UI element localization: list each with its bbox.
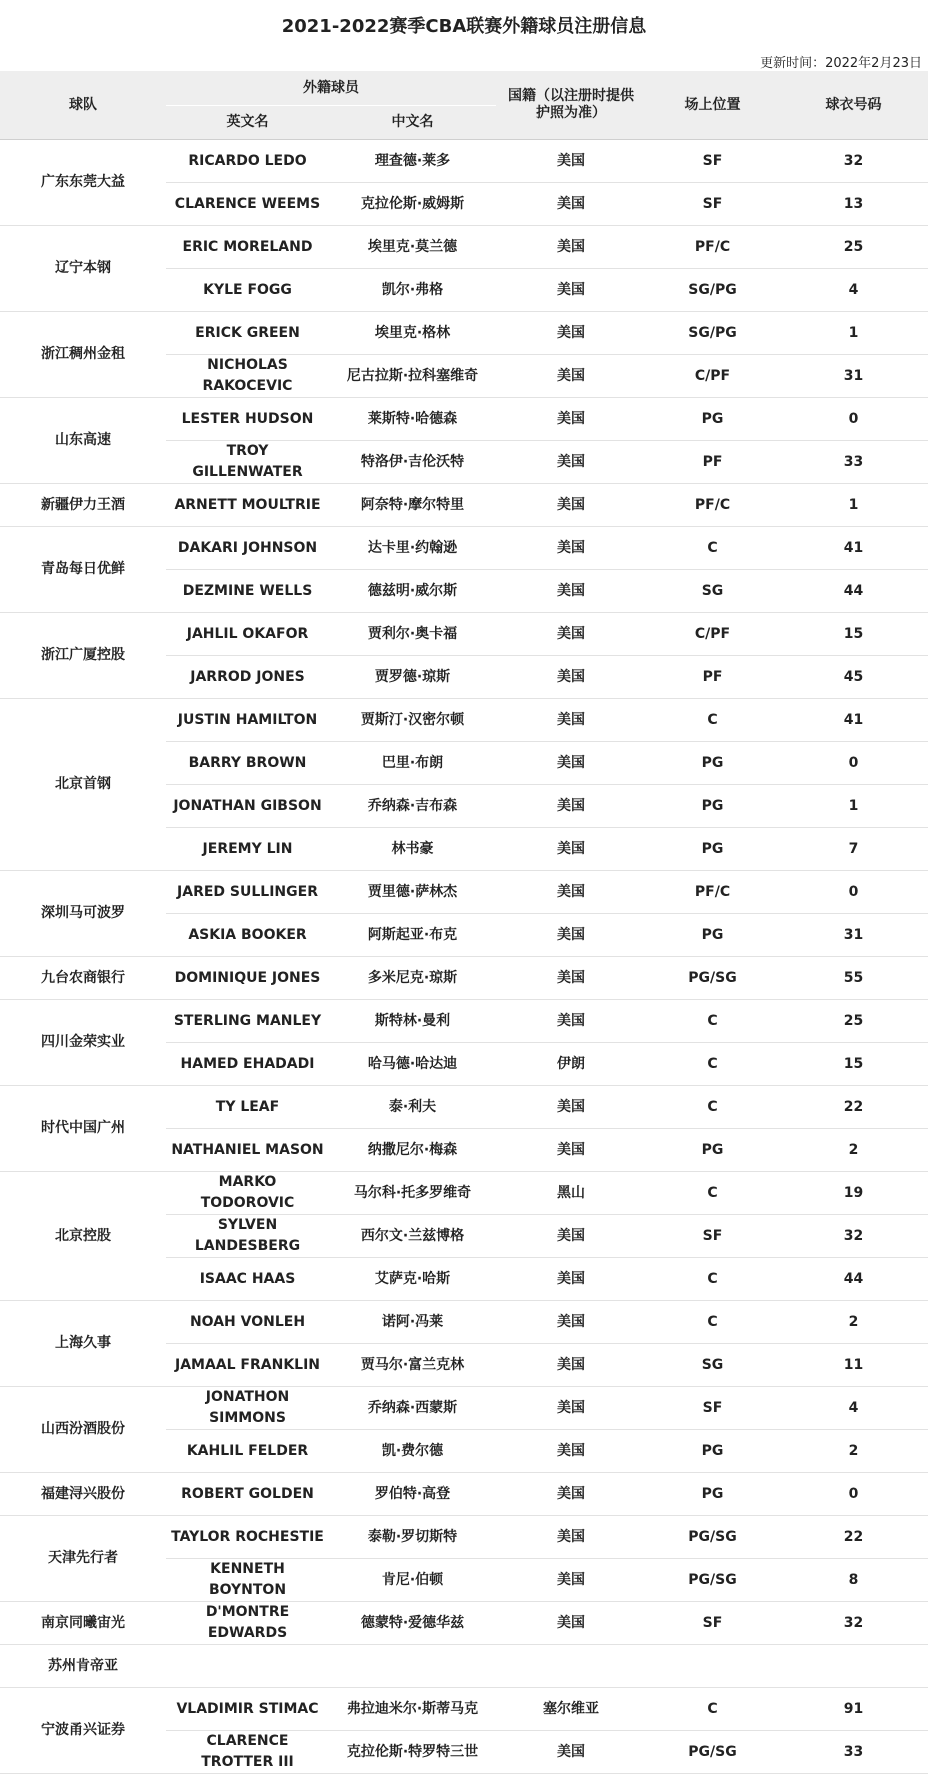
cell-position: PG	[646, 1430, 779, 1473]
cell-nationality: 美国	[496, 1602, 646, 1645]
cell-chinese-name: 贾马尔·富兰克林	[329, 1344, 496, 1387]
cell-position: PG/SG	[646, 1559, 779, 1602]
cell-jersey-number: 45	[779, 656, 928, 699]
team-name: 宁波甬兴证券	[0, 1688, 166, 1774]
cell-jersey-number: 22	[779, 1086, 928, 1129]
cell-english-name: JONATHAN GIBSON	[166, 785, 329, 828]
team-name: 九台农商银行	[0, 957, 166, 1000]
cell-position: C/PF	[646, 355, 779, 398]
cell-chinese-name: 克拉伦斯·威姆斯	[329, 183, 496, 226]
cell-english-name: KYLE FOGG	[166, 269, 329, 312]
cell-english-name: TAYLOR ROCHESTIE	[166, 1516, 329, 1559]
cell-nationality: 美国	[496, 398, 646, 441]
cell-chinese-name: 斯特林·曼利	[329, 1000, 496, 1043]
cell-jersey-number: 13	[779, 183, 928, 226]
cell-position: SF	[646, 140, 779, 183]
cell-position: PG	[646, 914, 779, 957]
cell-position: SG/PG	[646, 312, 779, 355]
cell-nationality: 美国	[496, 656, 646, 699]
cell-nationality: 美国	[496, 1731, 646, 1774]
cell-english-name: CLARENCE TROTTER III	[166, 1731, 329, 1774]
cell-english-name: LESTER HUDSON	[166, 398, 329, 441]
header-nationality-line1: 国籍（以注册时提供	[508, 88, 634, 104]
cell-chinese-name: 莱斯特·哈德森	[329, 398, 496, 441]
cell-jersey-number: 55	[779, 957, 928, 1000]
cell-english-name: DEZMINE WELLS	[166, 570, 329, 613]
cell-english-name: NATHANIEL MASON	[166, 1129, 329, 1172]
table-row	[0, 699, 928, 742]
header-position: 场上位置	[646, 71, 779, 140]
cell-english-name: DOMINIQUE JONES	[166, 957, 329, 1000]
cell-position: SF	[646, 183, 779, 226]
team-name: 苏州肯帝亚	[0, 1645, 166, 1688]
team-name: 浙江稠州金租	[0, 312, 166, 398]
cell-position: C	[646, 1043, 779, 1086]
cell-position: SG/PG	[646, 269, 779, 312]
cell-chinese-name: 凯·费尔德	[329, 1430, 496, 1473]
cell-chinese-name: 埃里克·格林	[329, 312, 496, 355]
cell-jersey-number: 2	[779, 1129, 928, 1172]
team-name: 山东高速	[0, 398, 166, 484]
table-row	[0, 1000, 928, 1043]
cell-chinese-name: 多米尼克·琼斯	[329, 957, 496, 1000]
cell-nationality: 美国	[496, 355, 646, 398]
cell-jersey-number: 44	[779, 570, 928, 613]
table-row	[0, 1602, 928, 1645]
cell-nationality: 黑山	[496, 1172, 646, 1215]
table-row	[0, 957, 928, 1000]
table-row	[0, 312, 928, 355]
cell-position: C	[646, 1086, 779, 1129]
header-foreign-player: 外籍球员	[166, 71, 496, 106]
cell-nationality: 美国	[496, 871, 646, 914]
cell-position: C/PF	[646, 613, 779, 656]
table-row	[0, 1086, 928, 1129]
team-name: 深圳马可波罗	[0, 871, 166, 957]
table-row	[0, 613, 928, 656]
cell-english-name: TY LEAF	[166, 1086, 329, 1129]
cell-chinese-name: 肯尼·伯顿	[329, 1559, 496, 1602]
page-title: 2021-2022赛季CBA联赛外籍球员注册信息	[281, 16, 647, 37]
cell-jersey-number: 1	[779, 484, 928, 527]
cell-nationality: 美国	[496, 613, 646, 656]
cell-nationality: 美国	[496, 1473, 646, 1516]
team-name: 北京首钢	[0, 699, 166, 871]
cell-nationality: 美国	[496, 1344, 646, 1387]
header-chinese-name: 中文名	[329, 106, 496, 140]
table-row	[0, 871, 928, 914]
table-row	[0, 1172, 928, 1215]
cell-chinese-name: 阿斯起亚·布克	[329, 914, 496, 957]
cell-jersey-number: 25	[779, 226, 928, 269]
cell-english-name: D'MONTRE EDWARDS	[166, 1602, 329, 1645]
table-header	[0, 71, 928, 140]
header-nationality-line2: 护照为准）	[536, 105, 606, 121]
cell-english-name: ISAAC HAAS	[166, 1258, 329, 1301]
cell-jersey-number: 25	[779, 1000, 928, 1043]
cell-jersey-number: 91	[779, 1688, 928, 1731]
cell-nationality: 美国	[496, 785, 646, 828]
cell-english-name: BARRY BROWN	[166, 742, 329, 785]
cell-position: C	[646, 1688, 779, 1731]
cell-nationality: 美国	[496, 226, 646, 269]
cell-nationality: 美国	[496, 527, 646, 570]
cell-position: C	[646, 1258, 779, 1301]
cell-english-name: VLADIMIR STIMAC	[166, 1688, 329, 1731]
cell-english-name: ERICK GREEN	[166, 312, 329, 355]
cell-jersey-number: 4	[779, 1387, 928, 1430]
cell-jersey-number: 1	[779, 785, 928, 828]
header-nationality	[496, 71, 646, 140]
cell-position: PG	[646, 785, 779, 828]
cell-chinese-name: 尼古拉斯·拉科塞维奇	[329, 355, 496, 398]
cell-english-name: JEREMY LIN	[166, 828, 329, 871]
cell-chinese-name: 罗伯特·高登	[329, 1473, 496, 1516]
cell-english-name: ARNETT MOULTRIE	[166, 484, 329, 527]
cell-jersey-number: 33	[779, 1731, 928, 1774]
cell-english-name: JONATHON SIMMONS	[166, 1387, 329, 1430]
cell-nationality: 美国	[496, 1215, 646, 1258]
cell-jersey-number: 41	[779, 699, 928, 742]
team-name: 辽宁本钢	[0, 226, 166, 312]
cell-nationality: 美国	[496, 312, 646, 355]
cell-english-name: ROBERT GOLDEN	[166, 1473, 329, 1516]
cell-english-name	[166, 1645, 329, 1688]
cell-position: C	[646, 699, 779, 742]
cell-nationality: 美国	[496, 269, 646, 312]
cell-english-name: CLARENCE WEEMS	[166, 183, 329, 226]
table-row	[0, 140, 928, 183]
cell-chinese-name: 艾萨克·哈斯	[329, 1258, 496, 1301]
cell-chinese-name: 理查德·莱多	[329, 140, 496, 183]
cell-nationality: 美国	[496, 1129, 646, 1172]
cell-english-name: JARROD JONES	[166, 656, 329, 699]
cell-chinese-name: 阿奈特·摩尔特里	[329, 484, 496, 527]
cell-jersey-number: 41	[779, 527, 928, 570]
header-number: 球衣号码	[779, 71, 928, 140]
cell-chinese-name: 马尔科·托多罗维奇	[329, 1172, 496, 1215]
cell-nationality: 美国	[496, 1086, 646, 1129]
cell-english-name: ASKIA BOOKER	[166, 914, 329, 957]
cell-english-name: KAHLIL FELDER	[166, 1430, 329, 1473]
cell-position: C	[646, 1000, 779, 1043]
cell-jersey-number: 15	[779, 613, 928, 656]
cell-position: SG	[646, 1344, 779, 1387]
cell-jersey-number: 32	[779, 1215, 928, 1258]
cell-nationality: 伊朗	[496, 1043, 646, 1086]
cell-position: SF	[646, 1387, 779, 1430]
cell-position: PF	[646, 441, 779, 484]
cell-nationality: 美国	[496, 1387, 646, 1430]
cell-jersey-number: 0	[779, 398, 928, 441]
cell-jersey-number: 31	[779, 914, 928, 957]
cell-jersey-number: 33	[779, 441, 928, 484]
update-date: 更新时间：2022年2月23日	[760, 56, 922, 71]
cell-nationality: 美国	[496, 957, 646, 1000]
table-row	[0, 527, 928, 570]
cell-jersey-number: 0	[779, 742, 928, 785]
header-team: 球队	[0, 71, 166, 140]
cell-nationality: 美国	[496, 1559, 646, 1602]
cell-nationality: 美国	[496, 1430, 646, 1473]
cell-nationality: 美国	[496, 742, 646, 785]
cell-jersey-number: 32	[779, 140, 928, 183]
cell-chinese-name: 达卡里·约翰逊	[329, 527, 496, 570]
cell-jersey-number: 22	[779, 1516, 928, 1559]
cell-chinese-name: 凯尔·弗格	[329, 269, 496, 312]
cell-position: C	[646, 1301, 779, 1344]
cell-english-name: JARED SULLINGER	[166, 871, 329, 914]
cell-english-name: JUSTIN HAMILTON	[166, 699, 329, 742]
cell-nationality: 塞尔维亚	[496, 1688, 646, 1731]
cell-nationality: 美国	[496, 570, 646, 613]
team-name: 浙江广厦控股	[0, 613, 166, 699]
team-name: 福建浔兴股份	[0, 1473, 166, 1516]
team-name: 北京控股	[0, 1172, 166, 1301]
cell-position: PG	[646, 398, 779, 441]
cell-english-name: STERLING MANLEY	[166, 1000, 329, 1043]
team-name: 南京同曦宙光	[0, 1602, 166, 1645]
player-registration-table	[0, 71, 928, 1774]
table-row	[0, 1473, 928, 1516]
table-row	[0, 484, 928, 527]
cell-position: SF	[646, 1602, 779, 1645]
cell-english-name: HAMED EHADADI	[166, 1043, 329, 1086]
cell-jersey-number: 2	[779, 1430, 928, 1473]
cell-chinese-name: 贾罗德·琼斯	[329, 656, 496, 699]
cell-english-name: MARKO TODOROVIC	[166, 1172, 329, 1215]
table-row	[0, 1645, 928, 1688]
cell-jersey-number: 32	[779, 1602, 928, 1645]
cell-jersey-number: 7	[779, 828, 928, 871]
cell-chinese-name: 贾斯汀·汉密尔顿	[329, 699, 496, 742]
cell-chinese-name: 弗拉迪米尔·斯蒂马克	[329, 1688, 496, 1731]
cell-chinese-name: 埃里克·莫兰德	[329, 226, 496, 269]
cell-nationality: 美国	[496, 914, 646, 957]
cell-english-name: TROY GILLENWATER	[166, 441, 329, 484]
cell-position: PG/SG	[646, 1731, 779, 1774]
table-row	[0, 1301, 928, 1344]
cell-nationality: 美国	[496, 183, 646, 226]
cell-position: PG	[646, 742, 779, 785]
cell-english-name: KENNETH BOYNTON	[166, 1559, 329, 1602]
team-name: 新疆伊力王酒	[0, 484, 166, 527]
cell-nationality: 美国	[496, 140, 646, 183]
header-english-name: 英文名	[166, 106, 329, 140]
cell-chinese-name: 乔纳森·吉布森	[329, 785, 496, 828]
team-name: 青岛每日优鲜	[0, 527, 166, 613]
cell-nationality: 美国	[496, 441, 646, 484]
team-name: 时代中国广州	[0, 1086, 166, 1172]
cell-jersey-number: 15	[779, 1043, 928, 1086]
cell-position: PG	[646, 828, 779, 871]
cell-nationality: 美国	[496, 699, 646, 742]
cell-position: SG	[646, 570, 779, 613]
cell-chinese-name: 林书豪	[329, 828, 496, 871]
cell-jersey-number: 31	[779, 355, 928, 398]
cell-english-name: SYLVEN LANDESBERG	[166, 1215, 329, 1258]
cell-jersey-number: 4	[779, 269, 928, 312]
cell-chinese-name: 诺阿·冯莱	[329, 1301, 496, 1344]
cell-nationality: 美国	[496, 1516, 646, 1559]
cell-chinese-name: 泰勒·罗切斯特	[329, 1516, 496, 1559]
cell-position: PF/C	[646, 226, 779, 269]
cell-chinese-name: 乔纳森·西蒙斯	[329, 1387, 496, 1430]
cell-chinese-name: 哈马德·哈达迪	[329, 1043, 496, 1086]
team-name: 天津先行者	[0, 1516, 166, 1602]
table-row	[0, 398, 928, 441]
table-row	[0, 1688, 928, 1731]
cell-chinese-name: 克拉伦斯·特罗特三世	[329, 1731, 496, 1774]
table-row	[0, 1516, 928, 1559]
cell-english-name: NOAH VONLEH	[166, 1301, 329, 1344]
cell-position: PG/SG	[646, 957, 779, 1000]
cell-chinese-name: 特洛伊·吉伦沃特	[329, 441, 496, 484]
cell-position	[646, 1645, 779, 1688]
table-body	[0, 140, 928, 1774]
cell-english-name: RICARDO LEDO	[166, 140, 329, 183]
team-name: 山西汾酒股份	[0, 1387, 166, 1473]
team-name: 上海久事	[0, 1301, 166, 1387]
team-name: 广东东莞大益	[0, 140, 166, 226]
cell-position: PF	[646, 656, 779, 699]
cell-nationality	[496, 1645, 646, 1688]
cell-position: C	[646, 527, 779, 570]
cell-chinese-name: 西尔文·兰兹博格	[329, 1215, 496, 1258]
cell-nationality: 美国	[496, 484, 646, 527]
cell-chinese-name: 贾里德·萨林杰	[329, 871, 496, 914]
cell-jersey-number: 0	[779, 1473, 928, 1516]
cell-chinese-name: 纳撒尼尔·梅森	[329, 1129, 496, 1172]
cell-position: C	[646, 1172, 779, 1215]
cell-nationality: 美国	[496, 1258, 646, 1301]
cell-chinese-name: 德蒙特·爱德华兹	[329, 1602, 496, 1645]
table-row	[0, 1387, 928, 1430]
cell-chinese-name: 贾利尔·奥卡福	[329, 613, 496, 656]
cell-position: PG	[646, 1473, 779, 1516]
cell-nationality: 美国	[496, 1000, 646, 1043]
cell-jersey-number: 8	[779, 1559, 928, 1602]
cell-chinese-name: 泰·利夫	[329, 1086, 496, 1129]
cell-chinese-name: 德兹明·威尔斯	[329, 570, 496, 613]
cell-jersey-number: 2	[779, 1301, 928, 1344]
cell-position: SF	[646, 1215, 779, 1258]
cell-english-name: ERIC MORELAND	[166, 226, 329, 269]
cell-jersey-number: 11	[779, 1344, 928, 1387]
cell-jersey-number	[779, 1645, 928, 1688]
cell-jersey-number: 19	[779, 1172, 928, 1215]
cell-english-name: NICHOLAS RAKOCEVIC	[166, 355, 329, 398]
cell-position: PF/C	[646, 484, 779, 527]
cell-position: PG/SG	[646, 1516, 779, 1559]
team-name: 四川金荣实业	[0, 1000, 166, 1086]
cell-chinese-name	[329, 1645, 496, 1688]
cell-english-name: JAMAAL FRANKLIN	[166, 1344, 329, 1387]
cell-english-name: DAKARI JOHNSON	[166, 527, 329, 570]
cell-chinese-name: 巴里·布朗	[329, 742, 496, 785]
cell-english-name: JAHLIL OKAFOR	[166, 613, 329, 656]
cell-position: PF/C	[646, 871, 779, 914]
table-row	[0, 226, 928, 269]
cell-nationality: 美国	[496, 828, 646, 871]
cell-jersey-number: 44	[779, 1258, 928, 1301]
cell-position: PG	[646, 1129, 779, 1172]
cell-nationality: 美国	[496, 1301, 646, 1344]
cell-jersey-number: 1	[779, 312, 928, 355]
cell-jersey-number: 0	[779, 871, 928, 914]
